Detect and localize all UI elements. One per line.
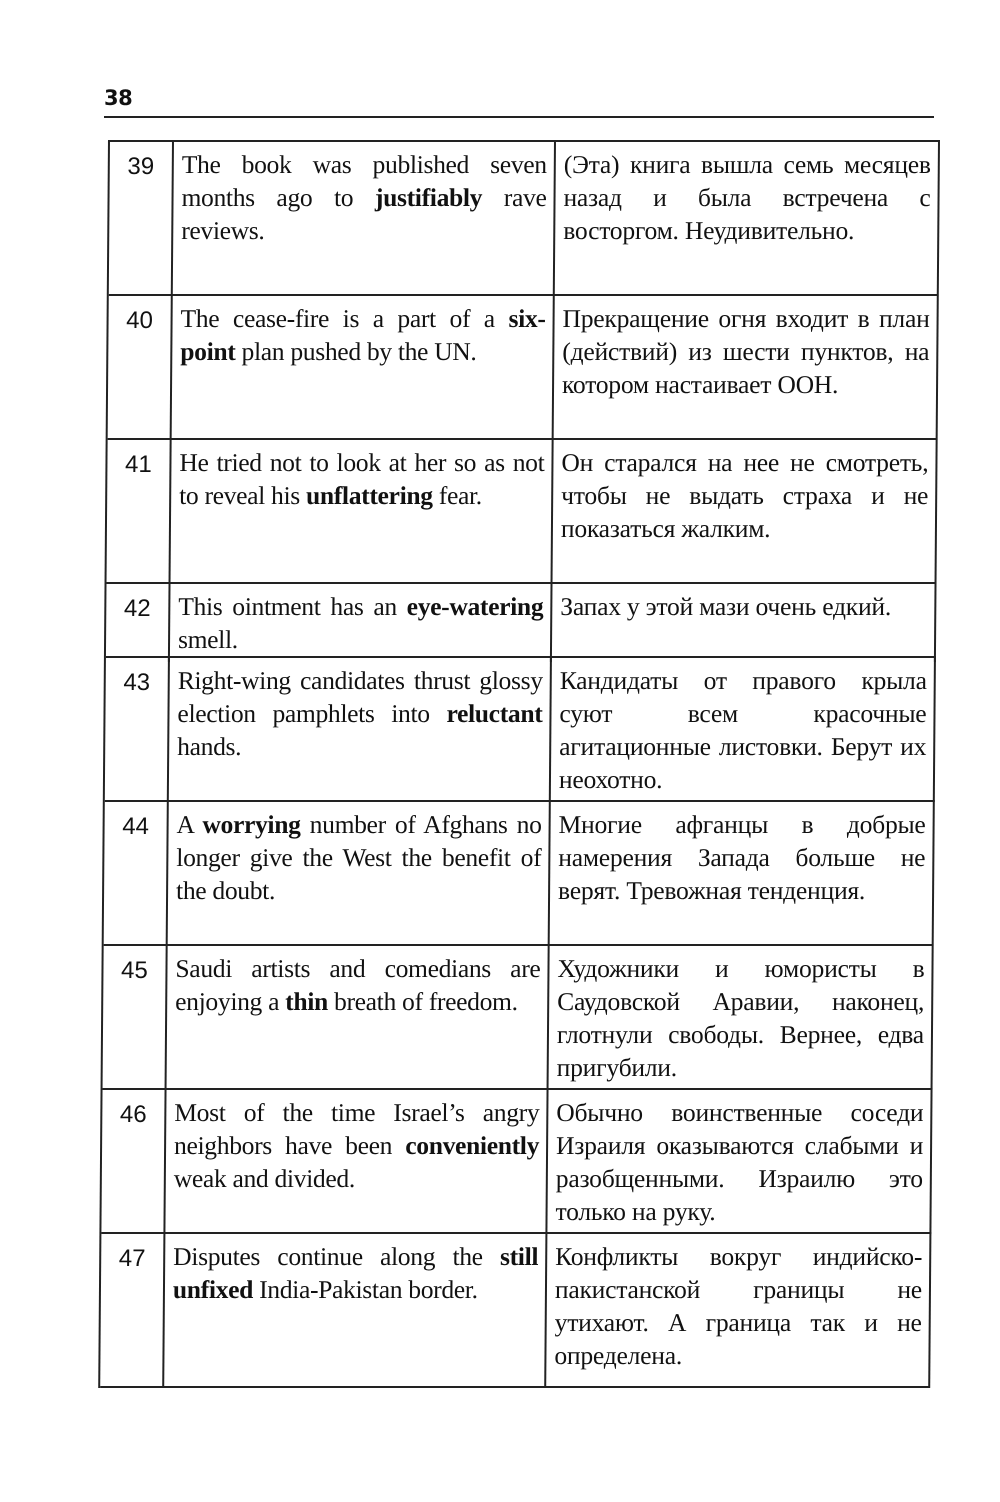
russian-translation: (Эта) книга вышла семь месяцев назад и была встречена с восторгом. Неудивительно. (555, 142, 940, 294)
russian-translation: Художники и юмористы в Саудовской Аравии, наконец, глотнули свободы. Вернее, едва пригубили. (549, 946, 934, 1090)
english-sentence (172, 296, 555, 438)
highlighted-phrase: six-point (180, 304, 546, 366)
sentence-text: breath of freedom. (327, 987, 518, 1016)
sentence-text: weak and divided. (173, 1164, 356, 1193)
sentence-text: fear. (432, 481, 483, 510)
row-number: 42 (106, 584, 171, 662)
english-sentence (165, 1090, 548, 1234)
sentence-text: hands. (177, 732, 242, 761)
table-row (103, 946, 934, 1090)
sentence-text: Disputes continue along the (173, 1242, 501, 1271)
sentence-text: number of Afghans no longer give the West the benefit of the doubt. (175, 810, 542, 905)
row-number: 39 (109, 142, 174, 294)
table-row (101, 1090, 932, 1234)
russian-translation: Прекращение огня входит в план (действий) из шести пунктов, на котором настаивает ООН. (554, 296, 939, 438)
highlighted-phrase: worrying (202, 810, 301, 839)
table-row (107, 440, 938, 584)
sentence-text: smell. (177, 625, 239, 654)
table-row (105, 658, 936, 802)
sentence-text: Right-wing candidates thrust glossy election pamphlets into (177, 666, 543, 728)
table-row (108, 296, 939, 440)
sentence-text: The book was published seven months ago to (181, 150, 547, 212)
sentence-text: plan pushed by the UN. (235, 337, 477, 366)
sentence-text: rave reviews. (181, 183, 547, 245)
row-number: 47 (100, 1234, 165, 1386)
russian-translation: Многие афганцы в добрые намерения Запада больше не верят. Тревожная тенденция. (550, 802, 935, 944)
row-number: 44 (104, 802, 169, 944)
highlighted-phrase: unflattering (305, 481, 433, 510)
sentence-text: A (176, 810, 203, 839)
russian-translation: Кандидаты от правого крыла суют всем красочные агитационные листовки. Берут их неохотно. (551, 658, 936, 802)
highlighted-phrase: still unfixed (172, 1242, 539, 1304)
russian-translation: Конфликты вокруг индийско-пакистанской границы не утихают. А граница так и не определена. (546, 1234, 931, 1386)
sentence-text: The cease-fire is a part of a (180, 304, 509, 333)
sentence-text: Most of the time Israel’s angry neighbors have been (173, 1098, 540, 1160)
table-row (106, 584, 937, 658)
sentence-text: India-Pakistan border. (252, 1275, 478, 1304)
english-sentence (164, 1234, 547, 1386)
sentence-text: This ointment has an (178, 592, 407, 621)
highlighted-phrase: conveniently (405, 1131, 540, 1160)
highlighted-phrase: eye-watering (406, 592, 544, 621)
sentence-text: Saudi artists and comedians are enjoying a (175, 954, 541, 1016)
highlighted-phrase: thin (285, 987, 329, 1016)
row-number: 41 (107, 440, 172, 582)
row-number: 46 (101, 1090, 166, 1234)
row-number: 45 (103, 946, 168, 1090)
english-sentence (168, 802, 551, 944)
row-number: 40 (108, 296, 173, 438)
table-row (104, 802, 935, 946)
highlighted-phrase: reluctant (446, 699, 543, 728)
row-number: 43 (105, 658, 170, 802)
english-sentence (173, 142, 556, 294)
phrase-table (98, 140, 940, 1388)
russian-translation: Обычно воинственные соседи Израиля оказываются слабыми и разобщенными. Израилю это только на руку. (547, 1090, 932, 1234)
table-row (109, 142, 940, 296)
russian-translation: Запах у этой мази очень едкий. (552, 584, 937, 662)
page-header (104, 82, 934, 118)
english-sentence (170, 584, 553, 662)
table-row (100, 1234, 931, 1388)
highlighted-phrase: justifiably (374, 183, 483, 212)
english-sentence (167, 946, 550, 1090)
page-number: 38 (104, 86, 133, 110)
english-sentence (169, 658, 552, 802)
english-sentence (171, 440, 554, 582)
russian-translation: Он старался на нее не смотреть, чтобы не выдать страха и не показаться жалким. (553, 440, 938, 582)
sentence-text: He tried not to look at her so as not to reveal his (179, 448, 545, 510)
